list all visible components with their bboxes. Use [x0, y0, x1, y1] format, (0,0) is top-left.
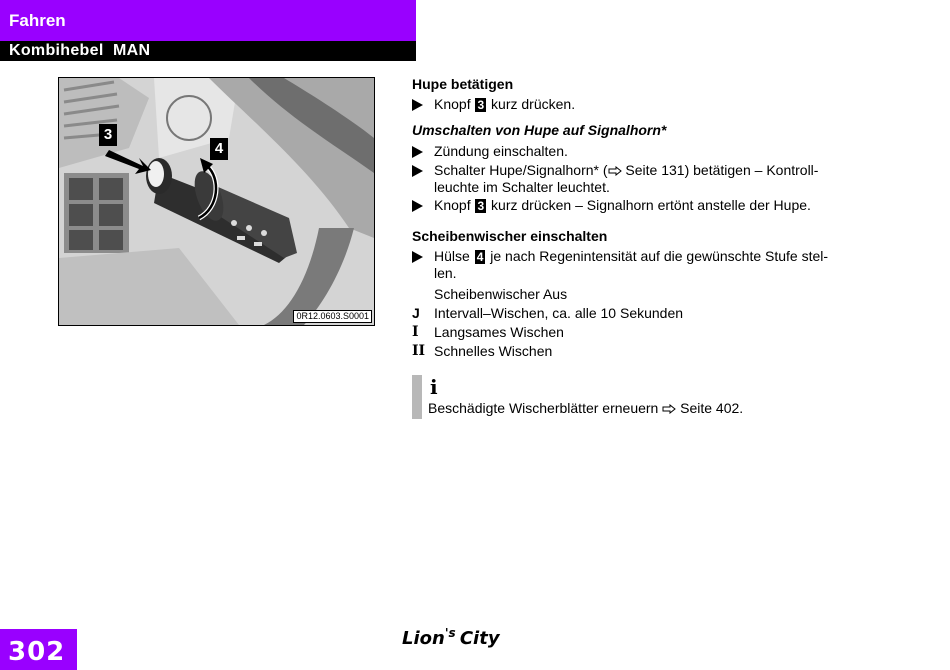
heading-wischer: Scheibenwischer einschalten	[412, 228, 608, 244]
section-header	[0, 41, 416, 61]
callout-3: 3	[99, 124, 117, 146]
triangle-right-icon	[412, 165, 423, 177]
pointing-hand-icon	[608, 166, 622, 176]
section-title: Kombihebel MAN	[9, 42, 151, 59]
key-3: 3	[477, 199, 485, 213]
step-signalhorn-2: Schalter Hupe/Signalhorn* ( Seite 131) betätigen – Kontroll- leuchte im Schalter leuchtet.	[412, 162, 852, 196]
callout-4: 4	[210, 138, 228, 160]
triangle-right-icon	[412, 251, 423, 263]
chapter-header	[0, 0, 416, 41]
page-number-box	[0, 629, 77, 670]
heading-signalhorn: Umschalten von Hupe auf Signalhorn*	[412, 122, 667, 138]
note-text: Beschädigte Wischerblätter erneuern Seite 402.	[428, 400, 744, 416]
note-bar	[412, 375, 422, 419]
key-4: 4	[476, 250, 484, 264]
lever-photo-drawing	[59, 78, 374, 325]
heading-hupe: Hupe betätigen	[412, 76, 514, 92]
key-3: 3	[477, 98, 485, 112]
lever-illustration	[58, 77, 375, 326]
info-icon: i	[430, 375, 438, 399]
triangle-right-icon	[412, 200, 423, 212]
brand-logo: Lion$^{'s}$ City	[402, 626, 500, 649]
step-wischer-1: Hülse 4 je nach Regenintensität auf die gewünschte Stufe stel- len.	[412, 248, 852, 282]
chapter-title: Fahren	[9, 11, 66, 30]
triangle-right-icon	[412, 99, 423, 111]
page-number: 302	[8, 637, 66, 667]
triangle-right-icon	[412, 146, 423, 158]
figure-code: 0R12.0603.S0001	[293, 310, 372, 323]
pointing-hand-icon	[662, 404, 676, 414]
